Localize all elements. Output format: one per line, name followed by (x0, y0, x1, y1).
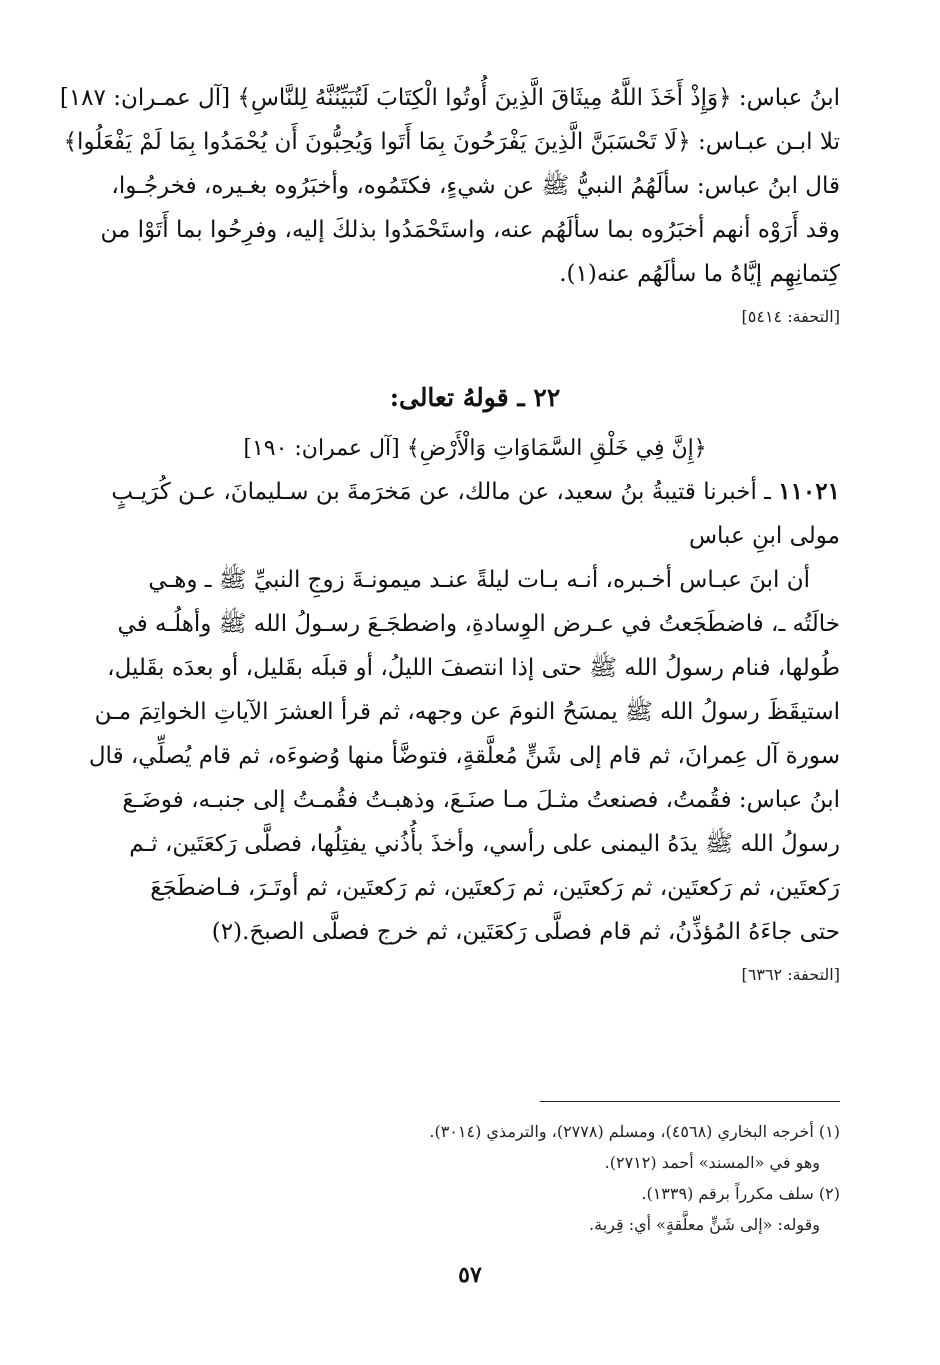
tuhfa-reference: [التحفة: ٥٤١٤] (741, 307, 840, 326)
quran-verse: ﴿إِنَّ فِي خَلْقِ السَّمَاوَاتِ وَالْأَرْضِ﴾ [آل عمران: ١٩٠] (243, 436, 707, 461)
footnote-line: وهو في «المسند» أحمد (٢٧١٢). (604, 1153, 820, 1172)
footnote-divider (540, 1101, 840, 1102)
tuhfa-reference: [التحفة: ٦٣٦٢] (741, 965, 840, 984)
footnotes (230, 1116, 840, 1240)
isnad-line (110, 470, 840, 514)
footnote-line: (٢) سلف مكرراً برقم (١٣٣٩). (641, 1184, 840, 1203)
text-line: استيقَظَ رسولُ الله ﷺ يمسَحُ النومَ عن وجهه، ثم قرأ العشرَ الآياتِ الخواتِمَ مـن (94, 699, 840, 725)
hadith-block (88, 470, 840, 990)
top-block (59, 76, 840, 332)
page-number: ٥٧ (458, 1262, 482, 1288)
text-line: رسولُ الله ﷺ يدَهُ اليمنى على رأسي، وأخذَ بأُذُني يفتِلُها، فصلَّى رَكعَتَين، ثـم (129, 831, 840, 857)
text-line: رَكعتَين، ثم رَكعتَين، ثم رَكعتَين، ثم رَكعتَين، ثم رَكعتَين، ثم أوتَـرَ، فـاضطَجَعَ (150, 875, 840, 901)
text-line: أن ابنَ عبـاس أخـبره، أنـه بـات ليلةً عنـد ميمونـةَ زوجِ النبيِّ ﷺ ـ وهـي (148, 567, 810, 593)
page-body (59, 76, 840, 990)
text-line: خالَتُه ـ، فاضطَجَعتُ في عـرض الوِسادةِ، واضطجَـعَ رسـولُ الله ﷺ وأهلُـه في (117, 611, 840, 637)
text-line: ابنُ عباس: فقُمتُ، فصنعتُ مثـلَ مـا صنَـعَ، وذهبـتُ فقُمـتُ إلى جنبـه، فوضَـعَ (122, 787, 840, 813)
text-line: قال ابنُ عباس: سألَهُمُ النبيُّ ﷺ عن شيءٍ، فكتَمُوه، وأخبَرُوه بغـيره، فخرجُـوا، (111, 173, 840, 199)
isnad-line: مولى ابنِ عباس (688, 523, 840, 549)
text-line: سورة آل عِمرانَ، ثم قام إلى شَنٍّ مُعلَّقةٍ، فتوضَّأ منها وُضوءَه، ثم قام يُصلِّي، قال (88, 743, 840, 769)
text-line: كِتمانِهِم إيَّاهُ ما سألَهُم عنه(١). (559, 261, 840, 287)
text-line: حتى جاءَهُ المُؤذِّنُ، ثم قام فصلَّى رَكعَتَين، ثم خرج فصلَّى الصبحَ.(٢) (211, 919, 840, 945)
footnote-line: وقوله: «إلى شَنٍّ معلَّقةٍ» أي: قِربة. (589, 1215, 820, 1234)
isnad-text: ـ أخبرنا قتيبةُ بنُ سعيد، عن مالك، عن مَخرَمةَ بن سـليمانَ، عـن كُرَيـبٍ (111, 479, 779, 505)
footnote-line: (١) أخرجه البخاري (٤٥٦٨)، ومسلم (٢٧٧٨)، والترمذي (٣٠١٤). (429, 1122, 840, 1141)
text-line: طُولها، فنام رسولُ الله ﷺ حتى إذا انتصفَ الليلُ، أو قبلَه بقَليل، أو بعدَه بقَليل، (107, 655, 840, 681)
text-line: ابنُ عباس: ﴿وَإِذْ أَخَذَ اللَّهُ مِيثَاقَ الَّذِينَ أُوتُوا الْكِتَابَ لَتُبَيِّنُنَّهُ لِلنَّاسِ﴾ [آل عمـران: ١٨٧] (59, 85, 840, 111)
section-heading: ٢٢ ـ قولهُ تعالى: (389, 383, 561, 412)
hadith-number: ١١٠٢١ (778, 478, 840, 505)
text-line: تلا ابـن عبـاس: ﴿لَا تَحْسَبَنَّ الَّذِينَ يَفْرَحُونَ بِمَا أَتَوا وَيُحِبُّونَ أَن يُحْمَدُوا بِمَا لَمْ يَفْعَلُوا﴾ (63, 129, 840, 155)
text-line: وقد أَرَوْه أنهم أخبَرُوه بما سألَهُم عنه، واستَحْمَدُوا بذلكَ إليه، وفرِحُوا بما أَتَوْا من (100, 217, 840, 243)
